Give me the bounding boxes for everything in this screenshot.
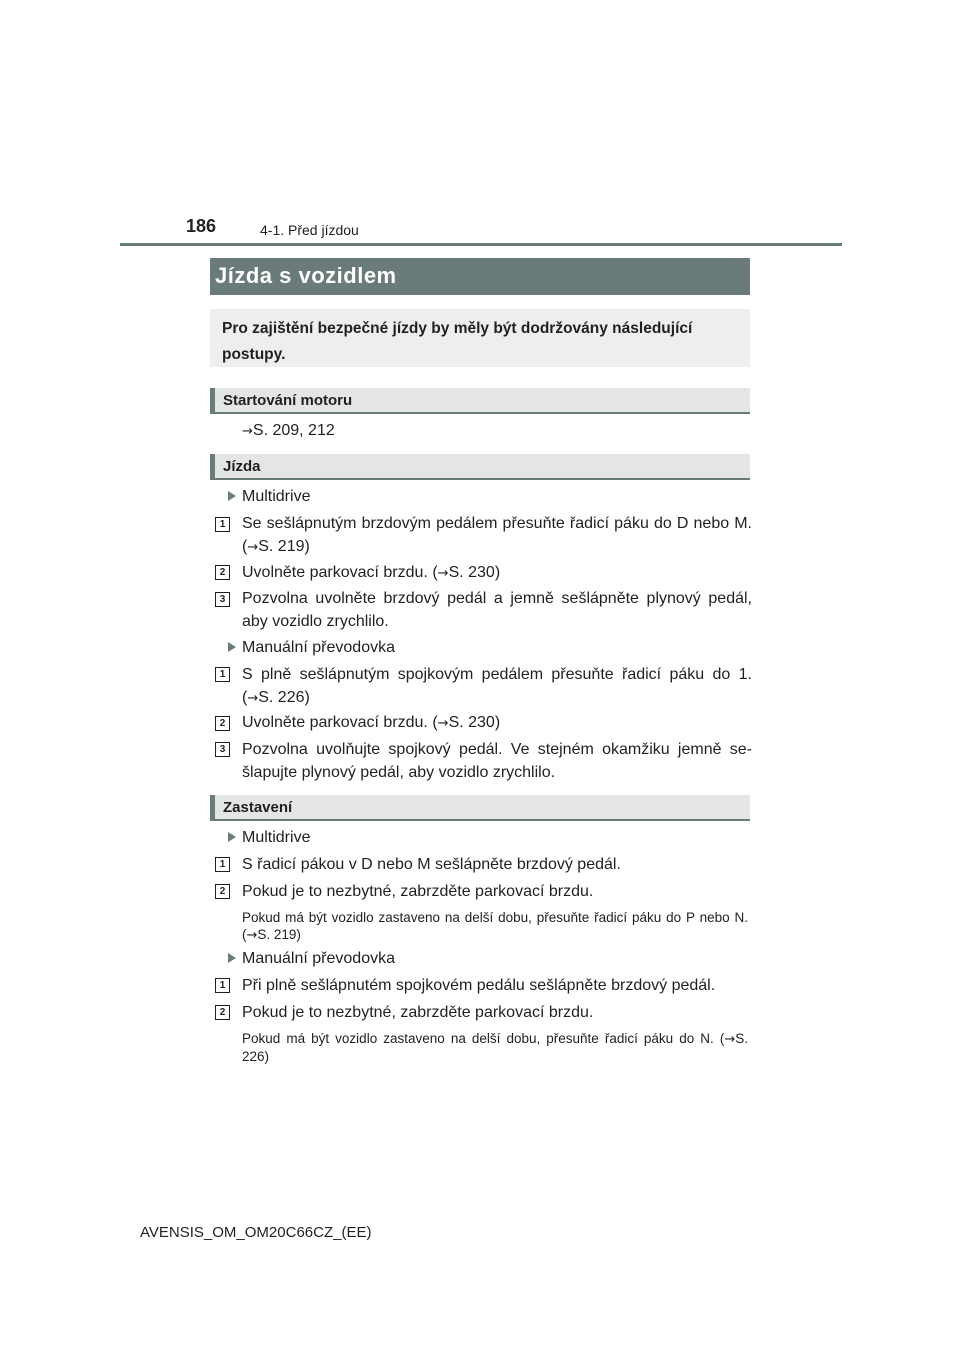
page-ref[interactable]: S. 226) bbox=[242, 1031, 748, 1064]
page-ref[interactable]: S. 230) bbox=[448, 564, 501, 581]
stopping-manual-note: Pokud má být vozidlo zastaveno na delší dobu, přesuňte řadicí páku do N. (→S. 226) bbox=[242, 1031, 748, 1064]
starting-ref[interactable] bbox=[242, 419, 335, 443]
arrow-icon: → bbox=[246, 928, 258, 943]
section-heading-starting: Startování motoru bbox=[210, 388, 750, 414]
chapter-title: 4-1. Před jízdou bbox=[260, 222, 359, 238]
arrow-icon: → bbox=[247, 540, 259, 555]
arrow-icon: → bbox=[724, 1032, 736, 1047]
page-number: 186 bbox=[186, 216, 217, 236]
page-ref[interactable]: S. 230) bbox=[448, 714, 501, 731]
triangle-bullet-icon bbox=[228, 491, 236, 501]
page-ref[interactable]: S. 219) bbox=[258, 538, 310, 555]
stopping-manual-step-2: Pokud je to nezbytné, zabrzděte parkovací brzdu. bbox=[242, 1004, 594, 1021]
arrow-icon: → bbox=[242, 424, 253, 439]
triangle-bullet-icon bbox=[228, 953, 236, 963]
starting-ref-text: S. 209, 212 bbox=[252, 422, 335, 439]
driving-manual-step-1: S plně sešlápnutým spojkovým pedálem přesuňte řadicí páku do 1. (→S. 226) bbox=[242, 666, 752, 706]
bullet-label: Manuální převodovka bbox=[242, 639, 395, 656]
stopping-multidrive-step-1: S řadicí pákou v D nebo M sešlápněte brzdový pedál. bbox=[242, 856, 621, 873]
driving-multidrive-step-2: Uvolněte parkovací brzdu. (→S. 230) bbox=[242, 564, 501, 581]
arrow-icon: → bbox=[247, 691, 259, 706]
bullet-driving-manual bbox=[228, 636, 395, 659]
step-number-badge: 1 bbox=[215, 978, 230, 993]
step-number-badge: 2 bbox=[215, 1005, 230, 1020]
stopping-multidrive-note: Pokud má být vozidlo zastaveno na delší dobu, přesuňte řadicí páku do P nebo N. (→S. 219) bbox=[242, 910, 748, 943]
step-number-badge: 3 bbox=[215, 742, 230, 757]
driving-manual-step-2: Uvolněte parkovací brzdu. (→S. 230) bbox=[242, 714, 501, 731]
stopping-manual-step-1: Při plně sešlápnutém spojkovém pedálu sešlápněte brzdový pedál. bbox=[242, 977, 716, 994]
step-number-badge: 2 bbox=[215, 565, 230, 580]
driving-manual-step-3: Pozvolna uvolňujte spojkový pedál. Ve stejném okamžiku jemně se-šlapujte plynový pedál, aby vozidlo zrychlilo. bbox=[242, 741, 752, 781]
step-number-badge: 1 bbox=[215, 667, 230, 682]
bullet-driving-multidrive bbox=[228, 485, 310, 508]
page-title: Jízda s vozidlem bbox=[210, 258, 750, 295]
stopping-multidrive-step-2: Pokud je to nezbytné, zabrzděte parkovací brzdu. bbox=[242, 883, 594, 900]
driving-multidrive-step-1: Se sešlápnutým brzdovým pedálem přesuňte řadicí páku do D nebo M. (→S. 219) bbox=[242, 515, 752, 555]
step-number-badge: 3 bbox=[215, 592, 230, 607]
document-code: AVENSIS_OM_OM20C66CZ_(EE) bbox=[140, 1224, 372, 1241]
header-divider bbox=[120, 243, 842, 246]
step-number-badge: 1 bbox=[215, 857, 230, 872]
triangle-bullet-icon bbox=[228, 832, 236, 842]
driving-multidrive-step-3: Pozvolna uvolněte brzdový pedál a jemně sešlápněte plynový pedál, aby vozidlo zrychlilo. bbox=[242, 590, 752, 630]
bullet-label: Multidrive bbox=[242, 829, 311, 846]
bullet-label: Manuální převodovka bbox=[242, 950, 395, 967]
bullet-stopping-multidrive bbox=[228, 826, 310, 849]
page-ref[interactable]: S. 219) bbox=[257, 927, 301, 942]
step-number-badge: 1 bbox=[215, 517, 230, 532]
section-heading-stopping: Zastavení bbox=[210, 795, 750, 821]
section-heading-driving: Jízda bbox=[210, 454, 750, 480]
page-ref[interactable]: S. 226) bbox=[258, 689, 310, 706]
intro-text: Pro zajištění bezpečné jízdy by měly být dodržovány následující postupy. bbox=[210, 309, 750, 367]
step-number-badge: 2 bbox=[215, 884, 230, 899]
triangle-bullet-icon bbox=[228, 642, 236, 652]
step-number-badge: 2 bbox=[215, 716, 230, 731]
arrow-icon: → bbox=[437, 716, 449, 731]
bullet-label: Multidrive bbox=[242, 488, 311, 505]
bullet-stopping-manual bbox=[228, 947, 395, 970]
arrow-icon: → bbox=[437, 566, 449, 581]
